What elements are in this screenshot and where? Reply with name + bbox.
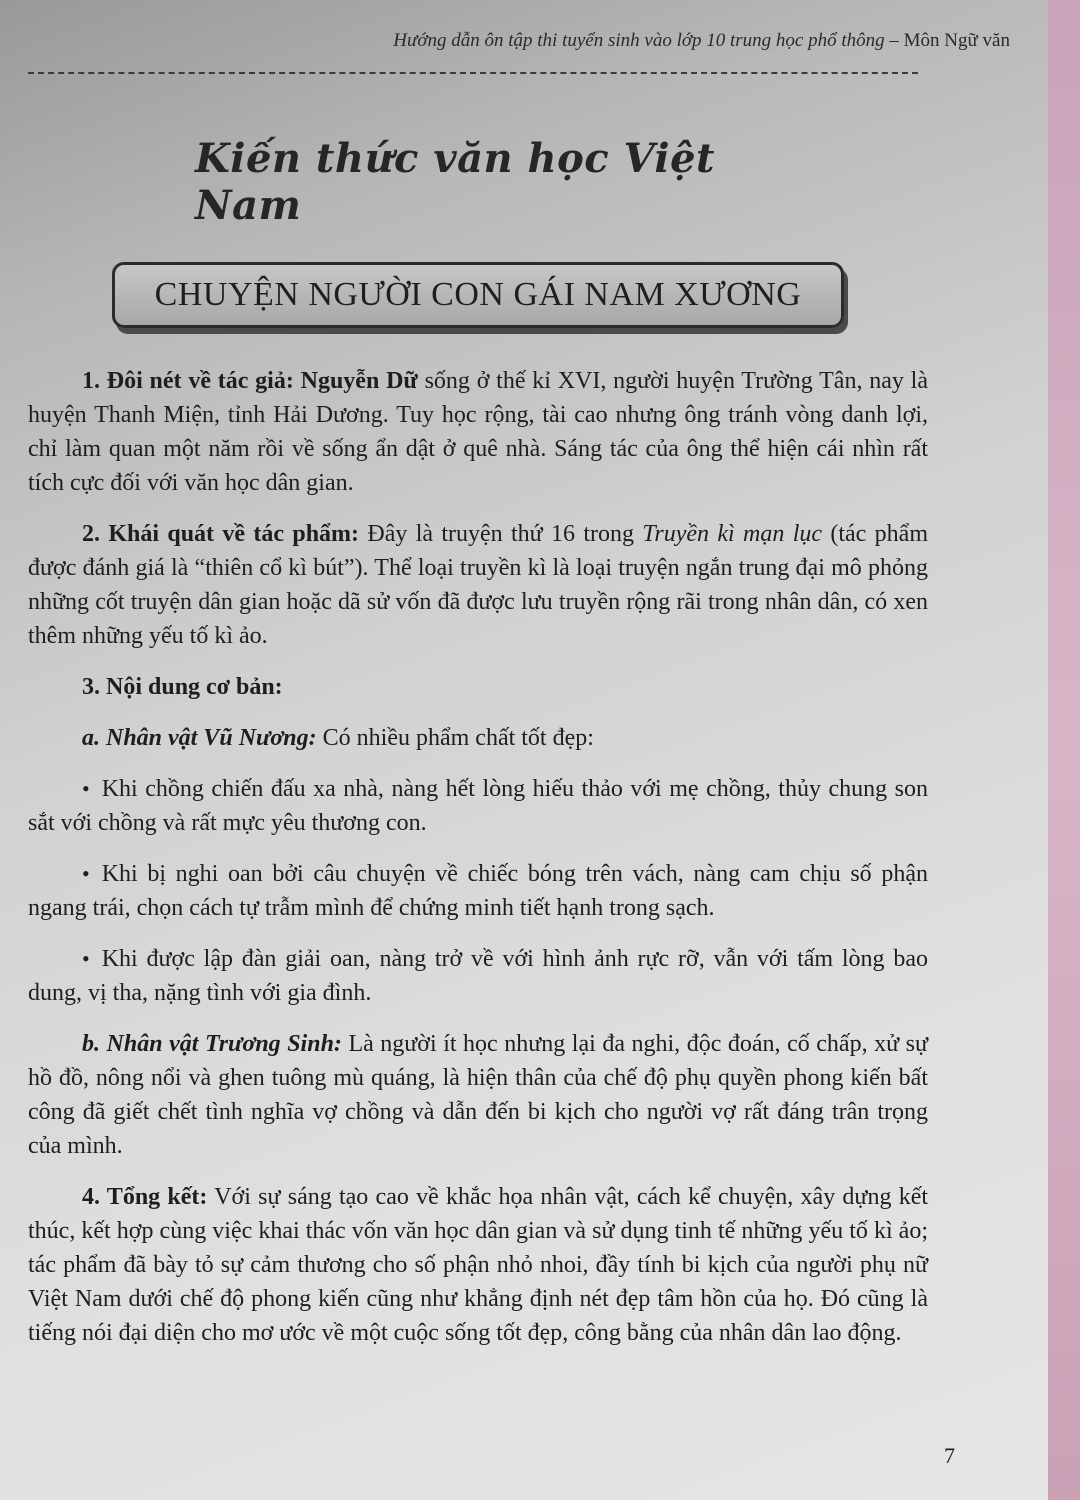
header-divider (28, 72, 918, 74)
paragraph-summary (28, 1180, 928, 1350)
running-header (0, 30, 1010, 70)
paragraph-work (28, 517, 928, 653)
work-label: 2. Khái quát về tác phẩm: (82, 521, 360, 547)
author-text: sống ở thế kỉ XVI, người huyện Trường Tân, nay là huyện Thanh Miện, tỉnh Hải Dương. Tuy học rộng, tài cao nhưng ông tránh vòng danh lợi, chỉ làm quan một năm rồi về sống ẩn dật ở quê nhà. Sáng tác của ông thể hiện cái nhìn rất tích cực đối với văn học dân gian. (28, 368, 928, 496)
truong-sinh-text: Là người ít học nhưng lại đa nghi, độc đoán, cố chấp, xử sự hồ đồ, nông nổi và ghen tuông mù quáng, là hiện thân của chế độ phụ quyền phong kiến bất công đã giết chết tình nghĩa vợ chồng và dẫn đến bi kịch cho người vợ rất đáng trân trọng của mình. (28, 1031, 928, 1159)
body-text (28, 364, 928, 1367)
story-title-box (112, 262, 844, 328)
vu-nuong-label: a. Nhân vật Vũ Nương: (82, 725, 317, 751)
content-heading: 3. Nội dung cơ bản: (82, 674, 283, 700)
bullet-item-3: • Khi được lập đàn giải oan, nàng trở về với hình ảnh rực rỡ, vẫn với tấm lòng bao dung, vị tha, nặng tình với gia đình. (28, 942, 928, 1010)
work-text-b: (tác phẩm được đánh giá là “thiên cổ kì bút”). Thể loại truyền kì là loại truyện ngắn trung đại mô phỏng những cốt truyện dân gian hoặc dã sử vốn đã được lưu truyền rộng rãi trong nhân dân, có xen thêm những yếu tố kì ảo. (28, 521, 928, 649)
paragraph-vu-nuong (28, 721, 928, 755)
summary-label: 4. Tổng kết: (82, 1184, 208, 1210)
page-number: 7 (944, 1443, 955, 1468)
summary-text: Với sự sáng tạo cao về khắc họa nhân vật, cách kể chuyện, xây dựng kết thúc, kết hợp cùng việc khai thác vốn văn học dân gian và sử dụng tinh tế những yếu tố kì ảo; tác phẩm đã bày tỏ sự cảm thương cho số phận nhỏ nhoi, đầy tính bi kịch của người phụ nữ Việt Nam dưới chế độ phong kiến cũng như khẳng định nét đẹp tâm hồn của họ. Đó cũng là tiếng nói đại diện cho mơ ước về một cuộc sống tốt đẹp, công bằng của nhân dân lao động. (28, 1184, 929, 1346)
bullet-item-1: • Khi chồng chiến đấu xa nhà, nàng hết lòng hiếu thảo với mẹ chồng, thủy chung son sắt với chồng và rất mực yêu thương con. (28, 772, 928, 840)
section-title: Kiến thức văn học Việt Nam (195, 135, 716, 229)
paragraph-author (28, 364, 928, 500)
work-title: Truyền kì mạn lục (642, 521, 823, 547)
author-label: 1. Đôi nét về tác giả: Nguyễn Dữ (82, 368, 418, 394)
truong-sinh-label: b. Nhân vật Trương Sinh: (82, 1031, 342, 1057)
story-title: CHUYỆN NGƯỜI CON GÁI NAM XƯƠNG (154, 276, 802, 313)
work-text-a: Đây là truyện thứ 16 trong (359, 521, 643, 547)
header-title: Hướng dẫn ôn tập thi tuyển sinh vào lớp 10 trung học phổ thông – (393, 30, 904, 51)
bullet-item-2: • Khi bị nghi oan bởi câu chuyện về chiếc bóng trên vách, nàng cam chịu số phận ngang trái, chọn cách tự trẫm mình để chứng minh tiết hạnh trong sạch. (28, 857, 928, 925)
paragraph-content-heading (28, 670, 928, 704)
vu-nuong-text: Có nhiều phẩm chất tốt đẹp: (316, 725, 594, 751)
header-subject: Môn Ngữ văn (903, 30, 1010, 51)
paragraph-truong-sinh (28, 1027, 928, 1163)
